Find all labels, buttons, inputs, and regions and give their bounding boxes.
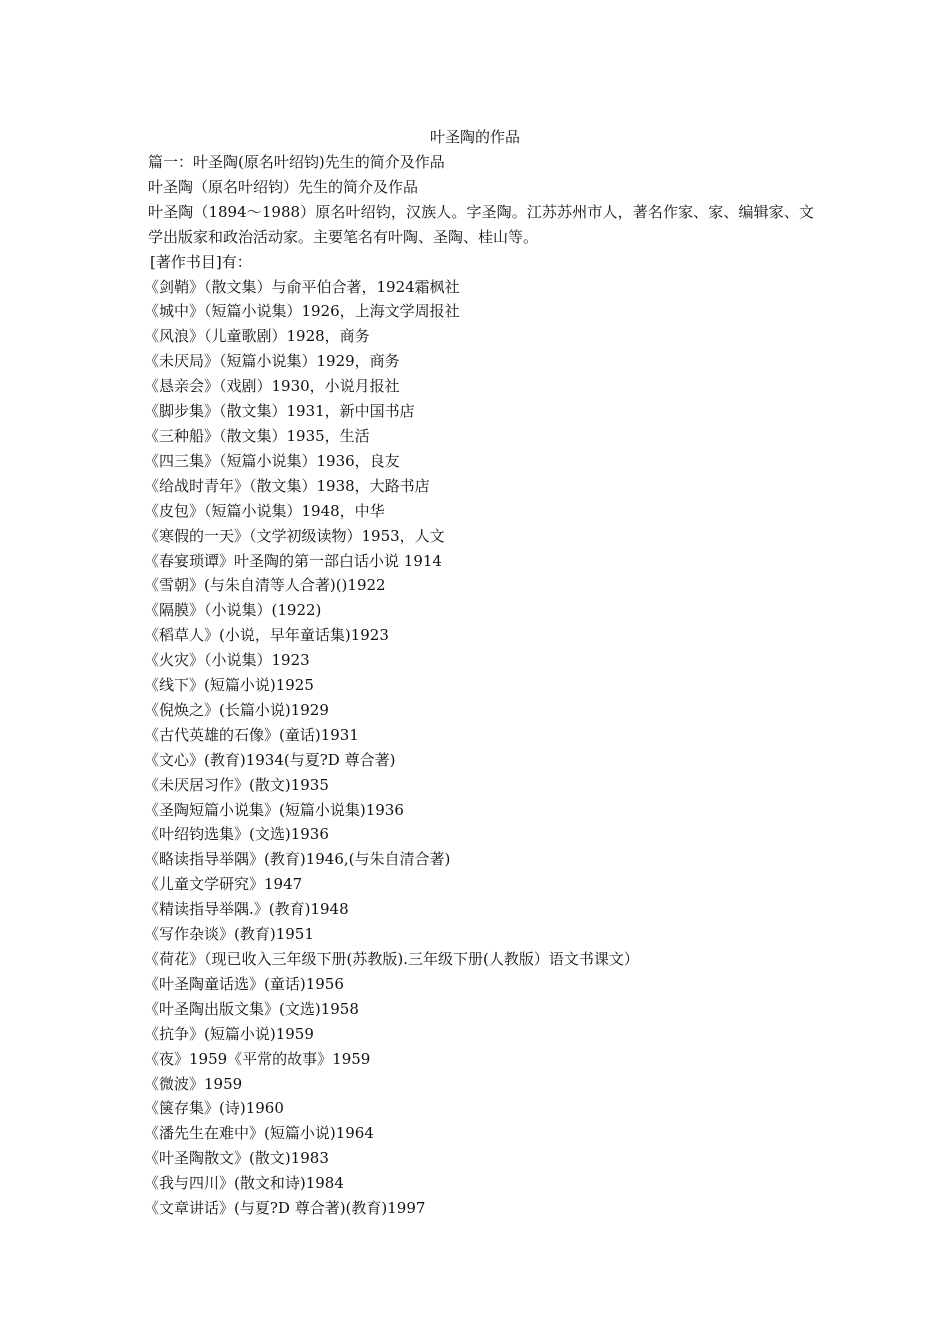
work-item: 《夜》1959《平常的故事》1959 [144, 1049, 371, 1068]
work-item: 《剑鞘》（散文集）与俞平伯合著，1924霜枫社 [144, 277, 460, 296]
work-item: 《圣陶短篇小说集》(短篇小说集)1936 [144, 800, 404, 819]
work-item: 《潘先生在难中》(短篇小说)1964 [144, 1124, 374, 1143]
work-item: 《三种船》（散文集）1935，生活 [144, 426, 370, 445]
work-item: 《儿童文学研究》1947 [144, 875, 303, 894]
work-item: 《古代英雄的石像》(童话)1931 [144, 725, 359, 744]
work-item: 《隔膜》（小说集）(1922) [144, 601, 322, 620]
bio-paragraph: 叶圣陶（1894～1988）原名叶绍钧，汉族人。字圣陶。江苏苏州市人，著名作家、家、编辑家、文学出版家和政治活动家。主要笔名有叶陶、圣陶、桂山等。 [148, 202, 814, 246]
work-item: 《寒假的一天》（文学初级读物）1953，人文 [144, 526, 445, 545]
work-item: 《风浪》（儿童歌剧）1928，商务 [144, 327, 370, 346]
work-item: 《微波》1959 [144, 1074, 243, 1093]
work-item: 《春宴琐谭》叶圣陶的第一部白话小说 1914 [144, 551, 442, 570]
work-item: 《箧存集》(诗)1960 [144, 1099, 284, 1118]
section-heading: 篇一：叶圣陶(原名叶绍钧)先生的简介及作品 [148, 153, 445, 171]
work-item: 《城中》（短篇小说集）1926，上海文学周报社 [144, 302, 460, 321]
work-item: 《叶圣陶出版文集》(文选)1958 [144, 999, 359, 1018]
subheading: 叶圣陶（原名叶绍钧）先生的简介及作品 [148, 177, 419, 196]
document-title: 叶圣陶的作品 [429, 128, 520, 146]
work-item: 《给战时青年》（散文集）1938，大路书店 [144, 476, 430, 495]
work-item: 《四三集》（短篇小说集）1936，良友 [144, 451, 400, 470]
work-item: 《叶圣陶童话选》(童话)1956 [144, 974, 344, 993]
work-item: 《线下》(短篇小说)1925 [144, 676, 314, 695]
works-heading: [著作书目]有： [150, 252, 252, 271]
work-item: 《未厌局》（短篇小说集）1929，商务 [144, 352, 400, 371]
work-item: 《文心》(教育)1934(与夏?D 尊合著) [144, 750, 396, 769]
document-body [144, 150, 814, 1221]
work-item: 《叶圣陶散文》(散文)1983 [144, 1149, 329, 1168]
work-item: 《抗争》(短篇小说)1959 [144, 1024, 314, 1043]
work-item: 《我与四川》(散文和诗)1984 [144, 1174, 344, 1193]
work-item: 《荷花》（现已收入三年级下册(苏教版).三年级下册(人教版）语文书课文） [144, 950, 639, 968]
work-item: 《稻草人》(小说，早年童话集)1923 [144, 626, 389, 645]
work-item: 《文章讲话》(与夏?D 尊合著)(教育)1997 [144, 1199, 426, 1218]
work-item: 《叶绍钧选集》(文选)1936 [144, 825, 329, 844]
work-item: 《写作杂谈》(教育)1951 [144, 925, 314, 944]
work-item: 《略读指导举隅》(教育)1946,(与朱自清合著) [144, 850, 451, 869]
work-item: 《未厌居习作》(散文)1935 [144, 775, 329, 794]
work-item: 《雪朝》(与朱自清等人合著)()1922 [144, 576, 386, 595]
work-item: 《皮包》（短篇小说集）1948，中华 [144, 501, 385, 520]
work-item: 《倪焕之》(长篇小说)1929 [144, 700, 329, 719]
work-item: 《脚步集》（散文集）1931，新中国书店 [144, 402, 415, 421]
work-item: 《精读指导举隅.》(教育)1948 [144, 900, 349, 919]
work-item: 《火灾》（小说集）1923 [144, 651, 310, 670]
work-item: 《恳亲会》（戏剧）1930，小说月报社 [144, 377, 400, 396]
works-list [144, 275, 814, 1221]
